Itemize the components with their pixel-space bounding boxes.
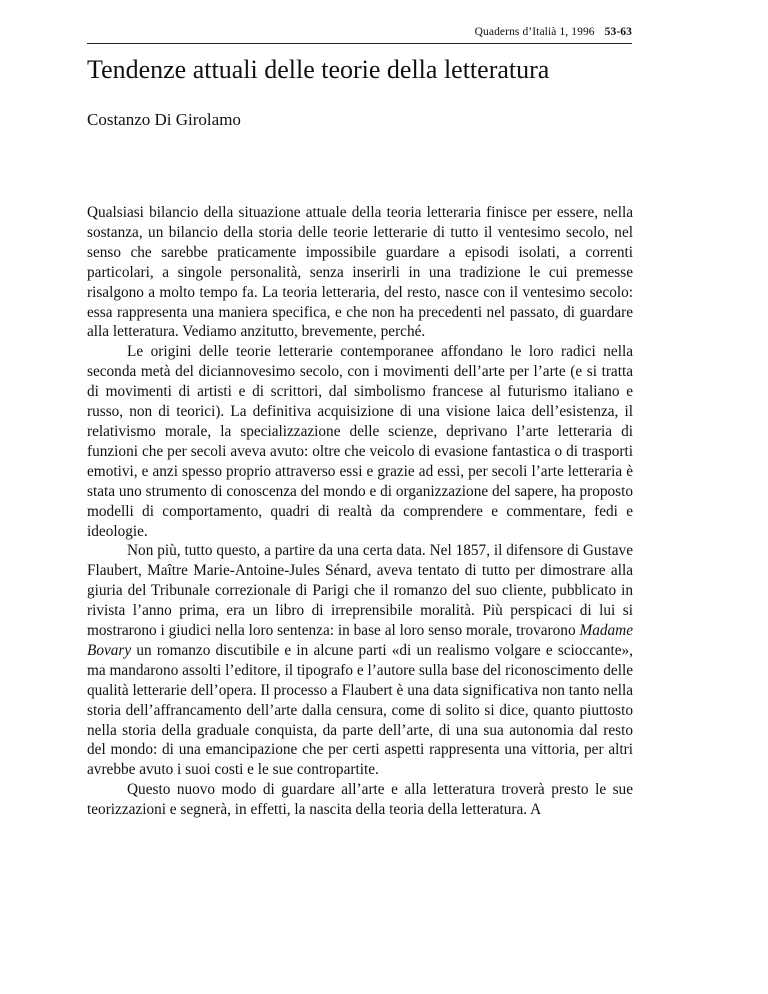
paragraph-3 [87,541,633,780]
book-title-madame-bovary: Madame Bovary [87,622,633,659]
article-author: Costanzo Di Girolamo [87,110,241,129]
paragraph-2: Le origini delle teorie letterarie contemporanee affondano le loro radici nella seconda metà del diciannovesimo secolo, con i movimenti dell’arte per l’arte (e si tratta di movimenti di artisti e di scrittori, dal simbolismo francese al futurismo italiano e russo, non di teorici). La definitiva acquisizione di una visione laica dell’esistenza, il relativismo morale, la specializzazione delle scienze, deprivano l’arte letteraria di funzioni che per secoli aveva avuto: oltre che veicolo di evasione fantastica o di trasporti emotivi, e anzi spesso proprio attraverso essi e grazie ad essi, per secoli l’arte letteraria è stata uno strumento di conoscenza del mondo e di organizzazione del sapere, ha proposto modelli di comportamento, quadri di realtà da comprendere e commentare, fedi e ideologie. [87,343,633,540]
paragraph-4: Questo nuovo modo di guardare all’arte e alla letteratura troverà presto le sue teorizzazioni e segnerà, in effetti, la nascita della teoria della letteratura. A [87,781,633,819]
running-head [87,26,632,38]
article-title: Tendenze attuali delle teorie della letteratura [87,55,550,84]
article-body [87,203,633,820]
journal-citation: Quaderns d’Italià 1, 1996 [474,26,595,38]
paragraph-3-before: Non più, tutto questo, a partire da una certa data. Nel 1857, il difensore di Gustave Flaubert, Maître Marie-Antoine-Jules Sénard, aveva tentato di tutto per dimostrare alla giuria del Tribunale correzionale di Parigi che il romanzo del suo cliente, pubblicato in rivista l’anno prima, era un libro di irreprensibile moralità. Più perspicaci di lui si mostrarono i giudici nella loro sentenza: in base al loro senso morale, trovarono [87,542,633,640]
paragraph-3-after: un romanzo discutibile e in alcune parti «di un realismo volgare e scioccante», ma mandarono assolti l’editore, il tipografo e l’autore sulla base del riconoscimento delle qualità letterarie dell’opera. Il processo a Flaubert è una data significativa non tanto nella storia dell’affrancamento dell’arte dalla censura, come di solito si dice, quanto piuttosto nella storia della graduale conquista, da parte dell’arte, di una sua autonomia dal resto del mondo: di una emancipazione che per certi aspetti rappresenta una vittoria, per altri avrebbe avuto i suoi costi e le sue contropartite. [87,641,633,779]
paragraph-1: Qualsiasi bilancio della situazione attuale della teoria letteraria finisce per essere, nella sostanza, un bilancio della storia delle teorie letterarie di tutto il ventesimo secolo, nel senso che sarebbe praticamente impossibile guardare a episodi isolati, a correnti particolari, a singole personalità, senza inserirli in una tradizione le cui premesse risalgono a molto tempo fa. La teoria letteraria, del resto, nasce con il ventesimo secolo: essa rappresenta una maniera specifica, e che non ha precedenti nel passato, di guardare alla letteratura. Vediamo anzitutto, brevemente, perché. [87,204,633,341]
page-range: 53-63 [604,26,632,38]
header-rule [87,43,632,44]
